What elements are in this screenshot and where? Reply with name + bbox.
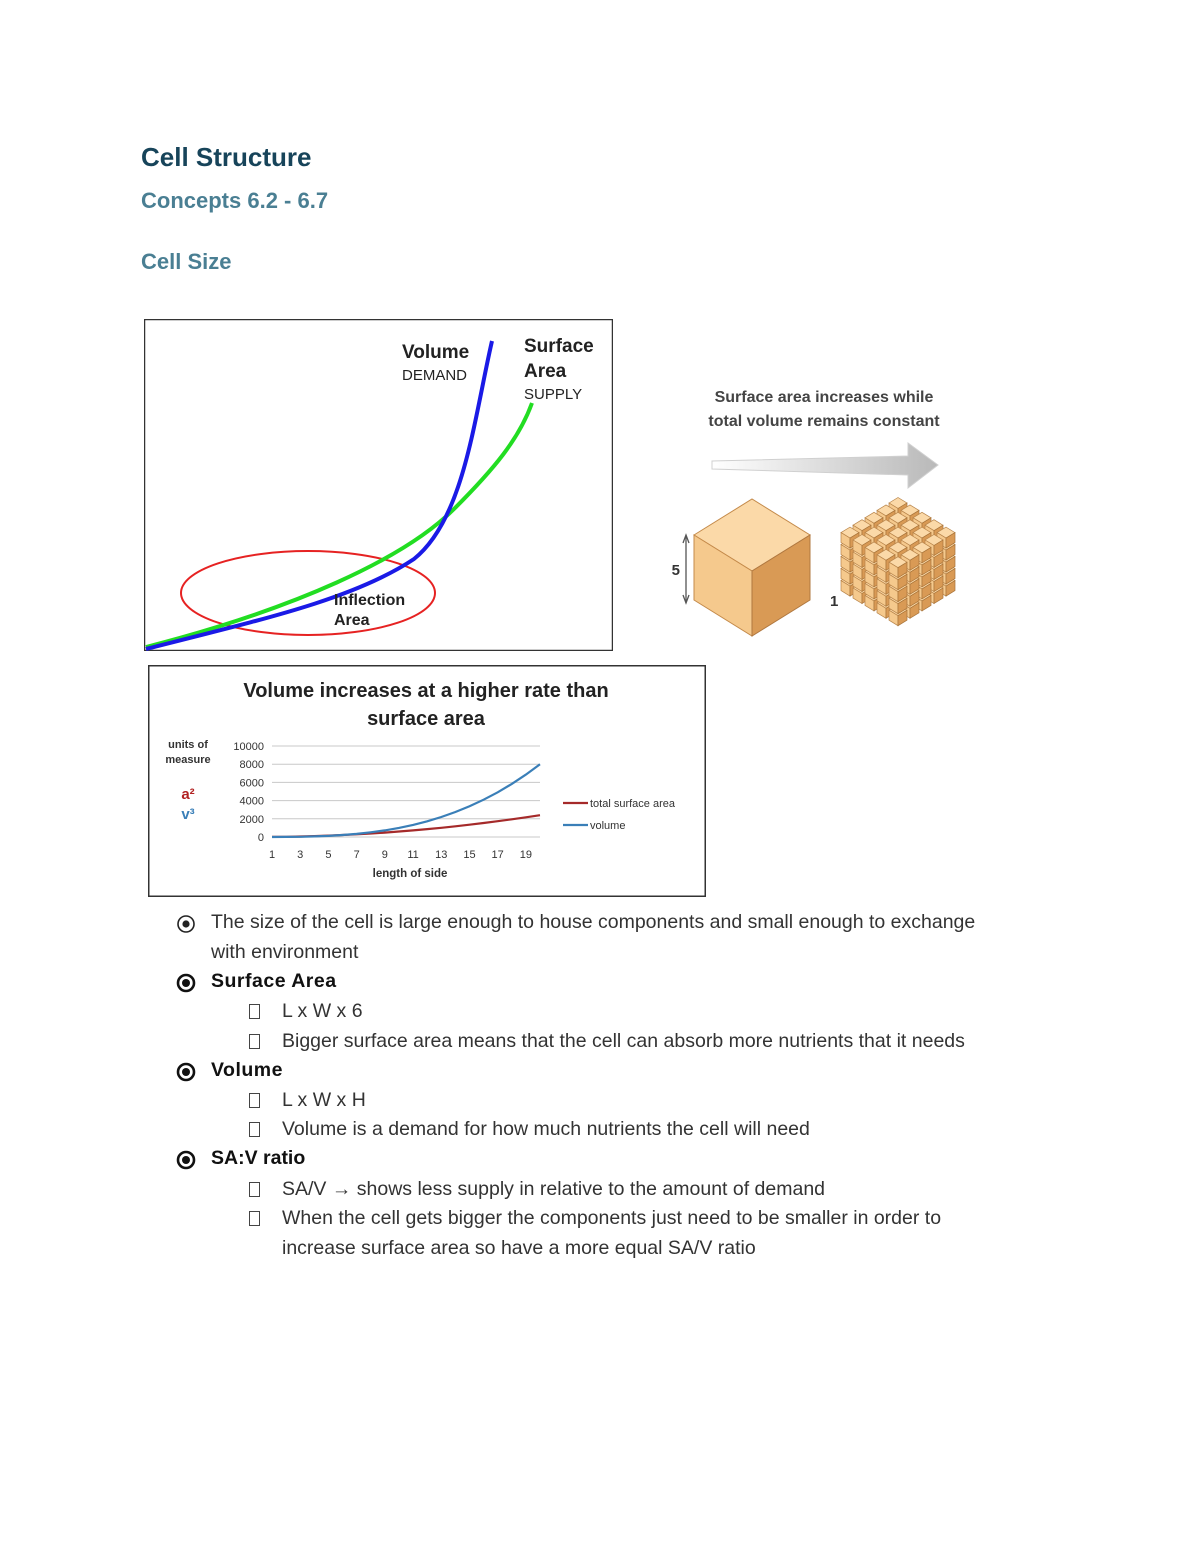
note-size-line-2: with environment	[211, 941, 359, 963]
cubes-svg	[672, 375, 962, 645]
area-symbol: a²	[181, 786, 195, 803]
x-tick-label: 7	[353, 849, 360, 861]
chart-title-line-1: Volume increases at a higher rate than	[243, 680, 609, 702]
page-subtitle: Concepts 6.2 - 6.7	[141, 188, 329, 213]
x-tick-label: 1	[268, 849, 276, 861]
legend-label: total surface area	[590, 798, 675, 810]
note-volume-detail: Volume is a demand for how much nutrients the cell will need	[282, 1118, 810, 1140]
y-axis-label-2: measure	[165, 754, 211, 766]
growth-chart-figure	[148, 665, 706, 897]
big-side-label: 5	[672, 562, 680, 579]
sub-bullet-box-icon	[249, 1034, 260, 1049]
bullet-target-bold-icon	[176, 973, 196, 993]
bullet-target-icon	[176, 914, 196, 934]
y-tick-label: 6000	[239, 777, 264, 790]
surface-label-1: Surface	[524, 336, 594, 357]
demand-supply-svg	[144, 319, 613, 651]
x-tick-label: 5	[325, 849, 332, 861]
direction-arrow-icon	[712, 443, 938, 488]
cubes-figure	[672, 375, 962, 645]
y-tick-label: 4000	[239, 795, 264, 808]
bullet-target-bold-icon	[176, 1150, 196, 1170]
y-tick-label: 8000	[239, 759, 264, 772]
note-ratio-detail-2-line-1: When the cell gets bigger the components just need to be smaller in order to	[282, 1207, 942, 1229]
sub-bullet-box-icon	[249, 1004, 260, 1019]
x-tick-label: 13	[435, 849, 448, 861]
x-tick-label: 15	[463, 849, 476, 861]
large-cube	[694, 499, 810, 636]
note-ratio-detail-1: SA/V → shows less supply in relative to the amount of demand	[282, 1178, 826, 1200]
x-axis-label: length of side	[372, 868, 448, 880]
volume-sub-label: DEMAND	[402, 367, 468, 384]
bullet-target-bold-icon	[176, 1062, 196, 1082]
note-surface-area-formula: L x W x 6	[282, 1000, 363, 1022]
note-surface-area-detail: Bigger surface area means that the cell can absorb more nutrients that it needs	[282, 1030, 965, 1052]
y-tick-label: 2000	[239, 813, 264, 826]
surface-sub-label: SUPPLY	[524, 386, 583, 403]
x-tick-label: 9	[381, 849, 388, 861]
section-heading: Cell Size	[141, 249, 232, 274]
x-tick-label: 17	[491, 849, 504, 861]
y-axis-label-1: units of	[168, 739, 208, 751]
cubes-caption-1: Surface area increases while	[714, 389, 934, 406]
note-volume-formula: L x W x H	[282, 1089, 366, 1111]
demand-supply-figure	[144, 319, 613, 651]
inflection-label-2: Area	[334, 612, 370, 629]
sub-bullet-box-icon	[249, 1122, 260, 1137]
small-side-label: 1	[830, 593, 839, 610]
volume-symbol: v³	[181, 806, 195, 823]
x-tick-label: 19	[519, 849, 533, 861]
cubes-caption-2: total volume remains constant	[708, 413, 940, 430]
page-title: Cell Structure	[141, 142, 312, 172]
note-surface-area-heading: Surface Area	[211, 970, 337, 992]
sub-bullet-box-icon	[249, 1093, 260, 1108]
inflection-label-1: Inflection	[334, 592, 406, 609]
x-tick-label: 11	[407, 849, 419, 861]
note-size-line-1: The size of the cell is large enough to house components and small enough to exchange	[211, 911, 976, 933]
y-tick-label: 10000	[233, 741, 264, 753]
sub-bullet-box-icon	[249, 1211, 260, 1226]
small-cubes-grid	[841, 498, 955, 626]
sub-bullet-box-icon	[249, 1182, 260, 1197]
note-ratio-heading: SA:V ratio	[211, 1147, 306, 1169]
note-ratio-detail-2-line-2: increase surface area so have a more equal SA/V ratio	[282, 1237, 756, 1259]
surface-label-2: Area	[524, 361, 567, 382]
legend-label: volume	[590, 820, 626, 832]
growth-chart-svg	[148, 665, 706, 897]
x-tick-label: 3	[297, 849, 304, 861]
note-volume-heading: Volume	[211, 1059, 283, 1081]
volume-label: Volume	[402, 342, 470, 363]
chart-title-line-2: surface area	[367, 708, 485, 730]
y-tick-label: 0	[257, 832, 264, 844]
